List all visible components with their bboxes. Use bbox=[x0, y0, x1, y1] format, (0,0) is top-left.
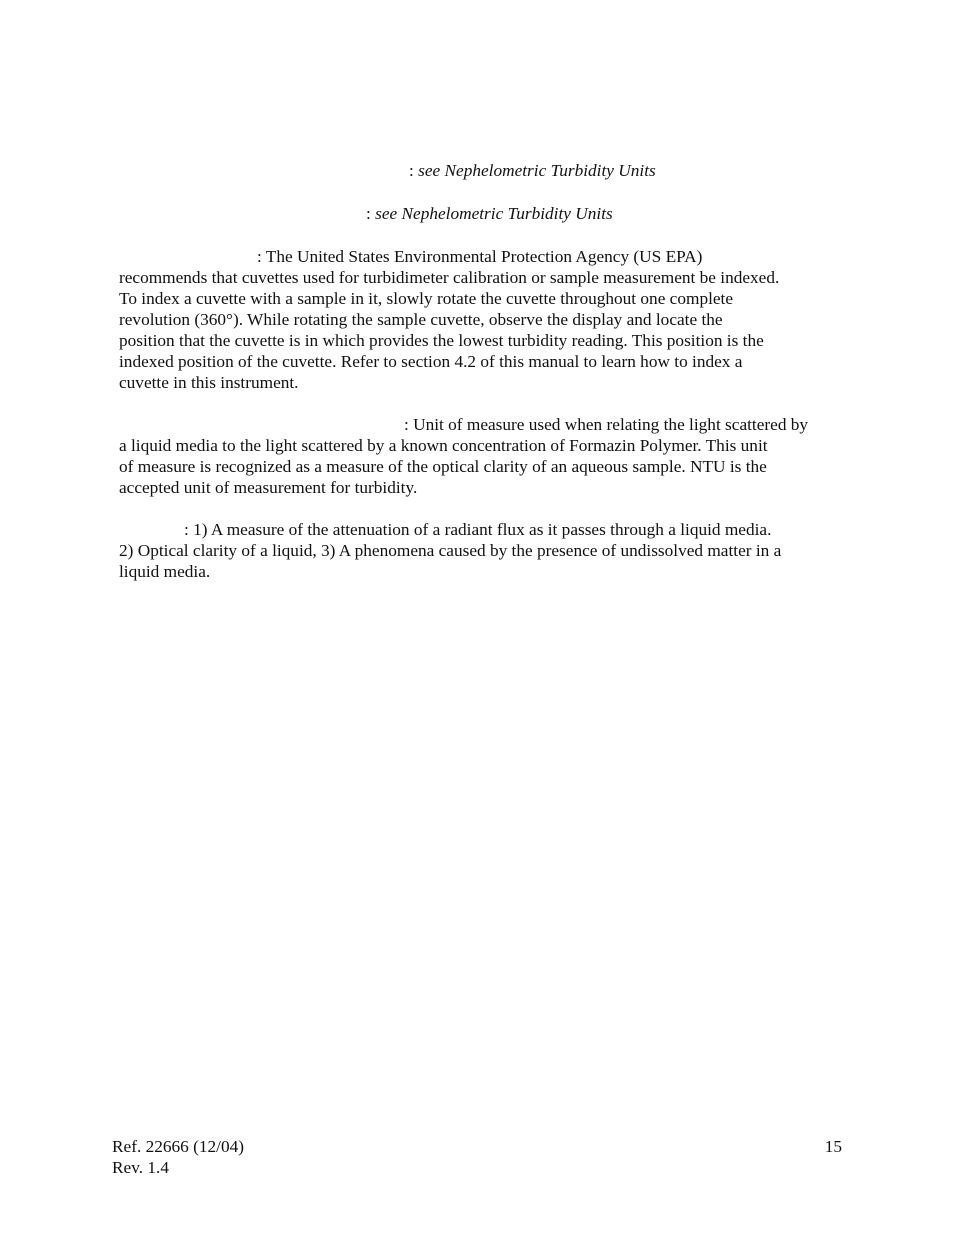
paragraph-line: : Unit of measure used when relating the light scattered by bbox=[404, 415, 809, 434]
page-number: 15 bbox=[824, 1137, 842, 1156]
paragraph-line: cuvette in this instrument. bbox=[119, 373, 299, 392]
paragraph-line: : 1) A measure of the attenuation of a radiant flux as it passes through a liquid media. bbox=[184, 520, 772, 539]
paragraph-line: accepted unit of measurement for turbidity. bbox=[119, 478, 418, 497]
paragraph-line: 2) Optical clarity of a liquid, 3) A phenomena caused by the presence of undissolved matter in a bbox=[119, 541, 782, 560]
entry-colon: : bbox=[366, 204, 376, 223]
paragraph-line: To index a cuvette with a sample in it, slowly rotate the cuvette throughout one complete bbox=[119, 289, 734, 308]
paragraph-line: revolution (360°). While rotating the sample cuvette, observe the display and locate the bbox=[119, 310, 723, 329]
glossary-entry-indexing bbox=[119, 246, 849, 393]
paragraph-line: indexed position of the cuvette. Refer to section 4.2 of this manual to learn how to index a bbox=[119, 352, 743, 371]
entry-colon: : bbox=[409, 161, 419, 180]
paragraph-line: of measure is recognized as a measure of the optical clarity of an aqueous sample. NTU is the bbox=[119, 457, 767, 476]
glossary-entry-ntu bbox=[119, 160, 849, 181]
paragraph-line: liquid media. bbox=[119, 562, 211, 581]
page-footer bbox=[112, 1136, 842, 1178]
footer-rev: Rev. 1.4 bbox=[112, 1158, 169, 1177]
glossary-entry-nephelometric-turbidity-units bbox=[119, 414, 849, 498]
see-reference: see Nephelometric Turbidity Units bbox=[375, 204, 613, 223]
glossary-entry-nephelos bbox=[119, 203, 849, 224]
footer-ref: Ref. 22666 (12/04) bbox=[112, 1137, 244, 1156]
paragraph-line: : The United States Environmental Protection Agency (US EPA) bbox=[257, 247, 703, 266]
see-reference: see Nephelometric Turbidity Units bbox=[418, 161, 656, 180]
paragraph-line: a liquid media to the light scattered by a known concentration of Formazin Polymer. This unit bbox=[119, 436, 768, 455]
paragraph-line: recommends that cuvettes used for turbidimeter calibration or sample measurement be indexed. bbox=[119, 268, 780, 287]
paragraph-line: position that the cuvette is in which provides the lowest turbidity reading. This position is the bbox=[119, 331, 764, 350]
glossary-entry-turbidity bbox=[119, 519, 849, 582]
